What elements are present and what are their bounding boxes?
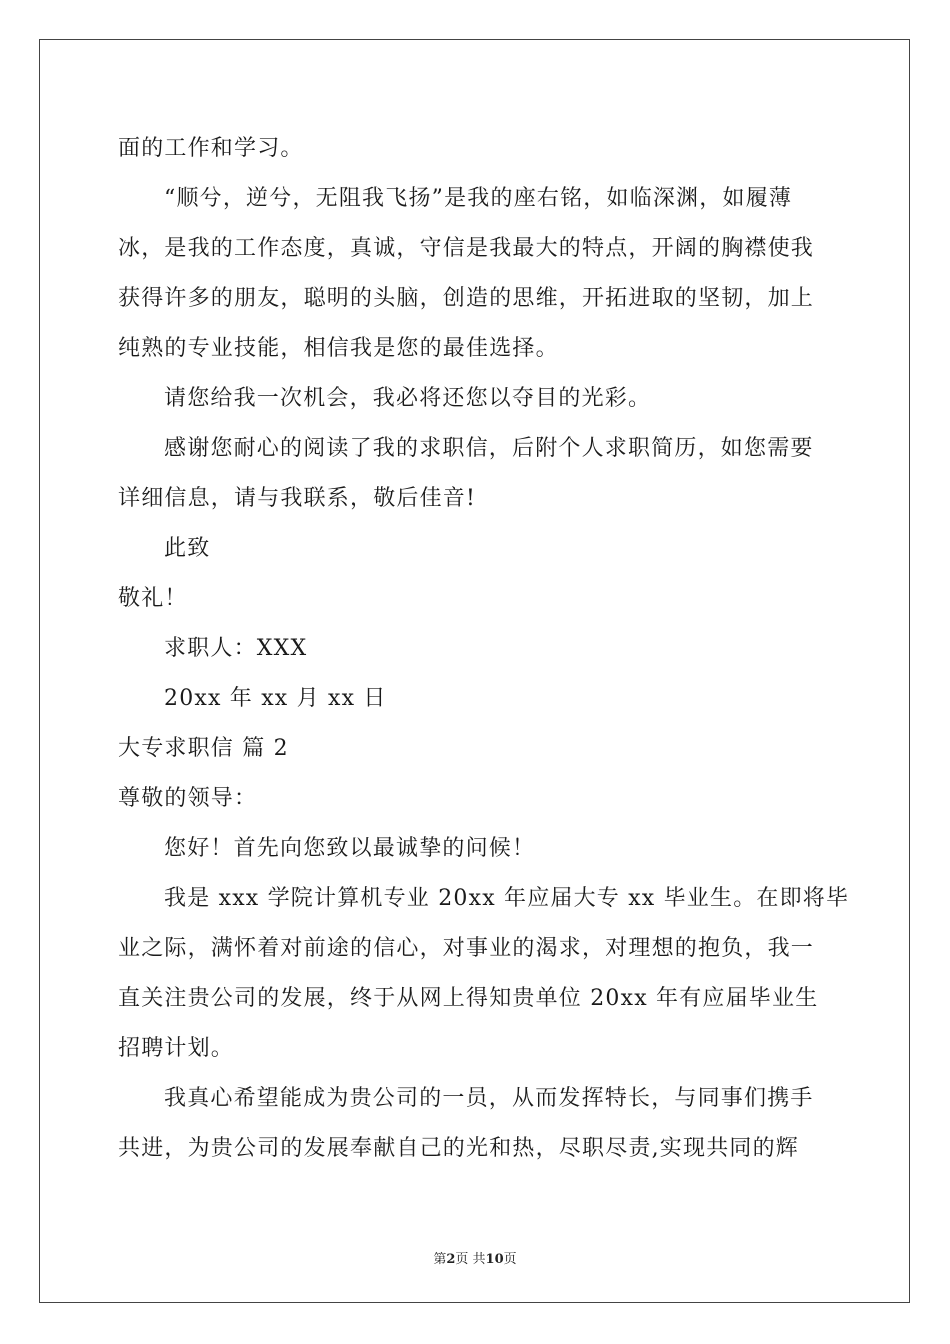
text-line: 感谢您耐心的阅读了我的求职信，后附个人求职简历，如您需要 <box>164 436 814 461</box>
closing-salutation: 此致 <box>164 536 211 561</box>
text-line: 我真心希望能成为贵公司的一员，从而发挥特长，与同事们携手 <box>164 1086 814 1111</box>
text-line: 纯熟的专业技能，相信我是您的最佳选择。 <box>118 336 559 361</box>
text-line: 共进，为贵公司的发展奉献自己的光和热，尽职尽责,实现共同的辉 <box>118 1136 799 1161</box>
text-line: 业之际，满怀着对前途的信心，对事业的渴求，对理想的抱负，我一 <box>118 936 815 961</box>
footer-suffix: 页 <box>503 1252 517 1267</box>
text-line: “顺兮，逆兮，无阻我飞扬”是我的座右铭，如临深渊，如履薄 <box>164 186 793 211</box>
total-page-number: 10 <box>485 1252 504 1267</box>
applicant-name: 求职人：XXX <box>164 636 308 661</box>
text-line: 面的工作和学习。 <box>118 136 304 161</box>
text-line: 直关注贵公司的发展，终于从网上得知贵单位 20xx 年有应届毕业生 <box>118 986 819 1011</box>
text-line: 请您给我一次机会，我必将还您以夺目的光彩。 <box>164 386 652 411</box>
text-line: 获得许多的朋友，聪明的头脑，创造的思维，开拓进取的坚韧，加上 <box>118 286 815 311</box>
text-line: 冰，是我的工作态度，真诚，守信是我最大的特点，开阔的胸襟使我 <box>118 236 815 261</box>
closing-regards: 敬礼！ <box>118 586 188 611</box>
text-line: 招聘计划。 <box>118 1036 235 1061</box>
page-footer <box>0 1248 950 1267</box>
text-line: 您好！首先向您致以最诚挚的问候！ <box>164 836 536 861</box>
section-heading: 大专求职信 篇 2 <box>118 736 289 761</box>
current-page-number: 2 <box>446 1252 456 1267</box>
letter-date: 20xx 年 xx 月 xx 日 <box>164 686 387 711</box>
text-line: 我是 xxx 学院计算机专业 20xx 年应届大专 xx 毕业生。在即将毕 <box>164 886 850 911</box>
footer-mid: 页 共 <box>455 1252 486 1267</box>
document-body <box>118 124 850 1174</box>
text-line: 详细信息，请与我联系，敬后佳音! <box>118 486 477 511</box>
greeting: 尊敬的领导： <box>118 786 258 811</box>
footer-prefix: 第 <box>433 1252 447 1267</box>
